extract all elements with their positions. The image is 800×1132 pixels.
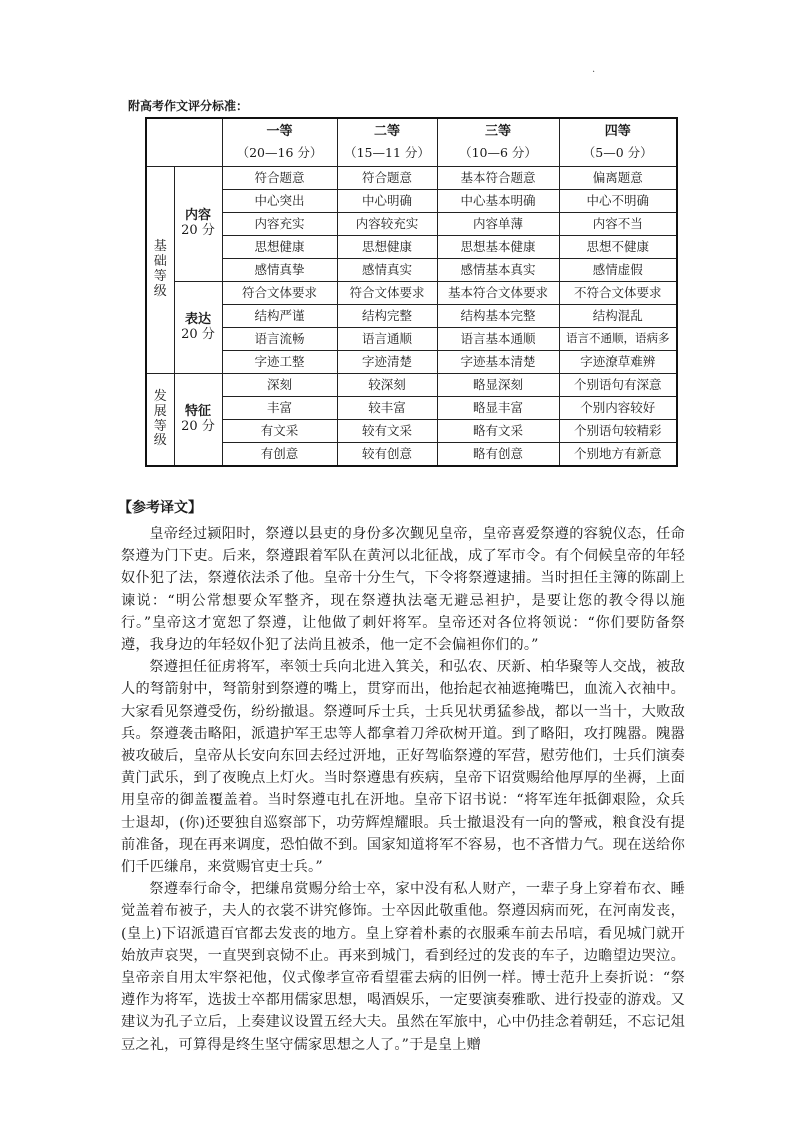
cell: 结构混乱 <box>559 305 677 328</box>
cell: 语言不通顺，语病多 <box>559 328 677 351</box>
cell: 结构完整 <box>337 305 437 328</box>
cell: 字迹工整 <box>222 351 337 374</box>
table-header-row <box>146 118 677 167</box>
table-row <box>146 236 677 259</box>
cell: 略有创意 <box>437 443 559 467</box>
table-row <box>146 328 677 351</box>
cell: 思想健康 <box>337 236 437 259</box>
table-row <box>146 213 677 236</box>
cell: 略显深刻 <box>437 374 559 397</box>
cell: 字迹潦草难辨 <box>559 351 677 374</box>
cell: 符合题意 <box>337 167 437 190</box>
cell: 略有文采 <box>437 420 559 443</box>
reference-translation-title: 【参考译文】 <box>118 500 202 516</box>
table-row <box>146 397 677 420</box>
paragraph: 祭遵奉行命令，把缣帛赏赐分给士卒，家中没有私人财产，一辈子身上穿着布衣、睡觉盖着布被子，夫人的衣裳不讲究修饰。士卒因此敬重他。祭遵因病而死，在河南发丧，(皇上)下诏派遣百官都去发丧的地方。皇上穿着朴素的衣服乘车前去吊唁，看见城门就开始放声哀哭，一直哭到哀恸不止。再来到城门，看到经过的发丧的车子，边瞻望边哭泣。皇帝亲自用太牢祭祀他，仪式像孝宣帝看望霍去病的旧例一样。博士范升上奏折说：“祭遵作为将军，选拔士卒都用儒家思想，喝酒娱乐，一定要演奏雅歌、进行投壶的游戏。又建议为孔子立后，上奏建议设置五经大夫。虽然在军旅中，心中仍挂念着朝廷，不忘记俎豆之礼，可算得是终生坚守儒家思想之人了。”于是皇上赠 <box>121 881 685 1053</box>
cell: 内容不当 <box>559 213 677 236</box>
cell: 语言基本通顺 <box>437 328 559 351</box>
cell: 有创意 <box>222 443 337 467</box>
cell: 较丰富 <box>337 397 437 420</box>
cell: 略显丰富 <box>437 397 559 420</box>
cell: 思想基本健康 <box>437 236 559 259</box>
cell: 语言通顺 <box>337 328 437 351</box>
cell: 丰富 <box>222 397 337 420</box>
paragraph: 皇帝经过颍阳时，祭遵以县吏的身份多次觐见皇帝，皇帝喜爱祭遵的容貌仪态，任命祭遵为门下吏。后来，祭遵跟着军队在黄河以北征战，成了军市令。有个伺候皇帝的年轻奴仆犯了法，祭遵依法杀了他。皇帝十分生气，下令将祭遵逮捕。当时担任主簿的陈副上谏说：“明公常想要众军整齐，现在祭遵执法毫无避忌袒护，是要让您的教令得以施行。”皇帝这才宽恕了祭遵，让他做了刺奸将军。皇帝还对各位将领说：“你们要防备祭遵，我身边的年轻奴仆犯了法尚且被杀，他一定不会偏袒你们的。” <box>121 526 685 654</box>
table-row <box>146 374 677 397</box>
table-row <box>146 167 677 190</box>
table-row <box>146 282 677 305</box>
cell: 中心不明确 <box>559 190 677 213</box>
table-row <box>146 259 677 282</box>
cell: 字迹基本清楚 <box>437 351 559 374</box>
group-basic: 基 础 等 级 <box>146 167 174 374</box>
group-development: 发 展 等 级 <box>146 374 174 467</box>
cell: 基本符合题意 <box>437 167 559 190</box>
cell: 符合文体要求 <box>222 282 337 305</box>
cell: 个别语句较精彩 <box>559 420 677 443</box>
cell: 内容单薄 <box>437 213 559 236</box>
table-row <box>146 443 677 467</box>
cell: 内容充实 <box>222 213 337 236</box>
subgroup-features: 特征 20 分 <box>174 374 222 467</box>
paragraph: 祭遵担任征虏将军，率领士兵向北进入箕关，和弘农、厌新、柏华聚等人交战，被敌人的弩箭射中，弩箭射到祭遵的嘴上，贯穿而出，他抬起衣袖遮掩嘴巴，血流入衣袖中。大家看见祭遵受伤，纷纷撤退。祭遵呵斥士兵，士兵见状勇猛参战，都以一当十，大败敌兵。祭遵袭击略阳，派遣护军王忠等人都拿着刀斧砍树开道。到了略阳，攻打隗嚣。隗嚣被攻破后，皇帝从长安向东回去经过汧地，正好驾临祭遵的军营，慰劳他们，士兵们演奏黄门武乐，到了夜晚点上灯火。当时祭遵患有疾病，皇帝下诏赏赐给他厚厚的坐褥，上面用皇帝的御盖覆盖着。当时祭遵屯扎在汧地。皇帝下诏书说：“将军连年抵御艰险，众兵士退却，(你)还要独自巡察部下，功劳辉煌耀眼。兵士撤退没有一向的警戒，粮食没有提前准备，现在再来调度，恐怕做不到。国家知道将军不容易，也不吝惜力气。现在送给你们千匹缣帛，来赏赐官吏士兵。” <box>121 659 685 876</box>
header-grade-3: 三等 （10—6 分） <box>437 118 559 167</box>
header-grade-4: 四等 （5—0 分） <box>559 118 677 167</box>
cell: 个别内容较好 <box>559 397 677 420</box>
cell: 内容较充实 <box>337 213 437 236</box>
cell: 有文采 <box>222 420 337 443</box>
cell: 中心基本明确 <box>437 190 559 213</box>
header-grade-2: 二等 （15—11 分） <box>337 118 437 167</box>
translation-body <box>121 523 685 1056</box>
cell: 较深刻 <box>337 374 437 397</box>
scoring-table <box>145 117 678 467</box>
cell: 不符合文体要求 <box>559 282 677 305</box>
cell: 符合题意 <box>222 167 337 190</box>
table-row <box>146 351 677 374</box>
cell: 基本符合文体要求 <box>437 282 559 305</box>
table-row <box>146 305 677 328</box>
cell: 个别语句有深意 <box>559 374 677 397</box>
cell: 结构基本完整 <box>437 305 559 328</box>
cell: 个别地方有新意 <box>559 443 677 467</box>
corner-mark: . <box>592 64 596 75</box>
cell: 中心突出 <box>222 190 337 213</box>
table-row <box>146 420 677 443</box>
cell: 中心明确 <box>337 190 437 213</box>
cell: 符合文体要求 <box>337 282 437 305</box>
cell: 结构严谨 <box>222 305 337 328</box>
table-row <box>146 190 677 213</box>
cell: 感情虚假 <box>559 259 677 282</box>
table-caption: 附高考作文评分标准： <box>128 99 249 113</box>
header-corner <box>146 118 222 167</box>
subgroup-content: 内容 20 分 <box>174 167 222 282</box>
subgroup-expression: 表达 20 分 <box>174 282 222 374</box>
cell: 思想不健康 <box>559 236 677 259</box>
cell: 感情真挚 <box>222 259 337 282</box>
cell: 思想健康 <box>222 236 337 259</box>
cell: 较有文采 <box>337 420 437 443</box>
header-grade-1: 一等 （20—16 分） <box>222 118 337 167</box>
cell: 深刻 <box>222 374 337 397</box>
cell: 感情基本真实 <box>437 259 559 282</box>
cell: 较有创意 <box>337 443 437 467</box>
cell: 偏离题意 <box>559 167 677 190</box>
cell: 感情真实 <box>337 259 437 282</box>
cell: 语言流畅 <box>222 328 337 351</box>
cell: 字迹清楚 <box>337 351 437 374</box>
